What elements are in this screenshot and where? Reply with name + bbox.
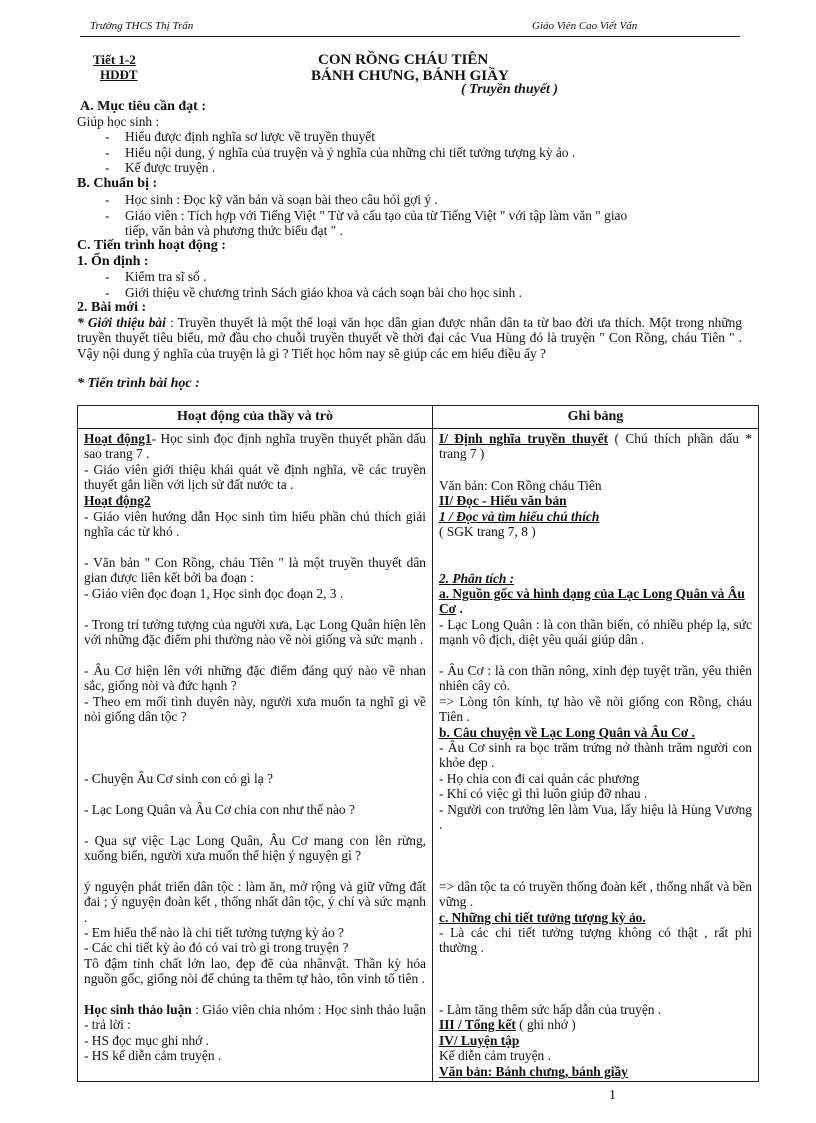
left-line: - Trong trí tưởng tượng của người xưa, Lạc Long Quân hiện lên với những đặc điểm phi thường nào về nòi giống và sức mạnh . [84, 617, 426, 648]
bullet-dash: - [105, 129, 110, 144]
right-heading: IV/ Luyện tập [439, 1033, 520, 1048]
header-school: Trường THCS Thị Trấn [90, 20, 194, 32]
page-number: 1 [609, 1088, 616, 1103]
section-c-sub1-item: Giới thiệu về chương trình Sách giáo khoa và cách soạn bài cho học sinh . [125, 285, 522, 300]
right-heading: Văn bản: Bánh chưng, bánh giầy [439, 1064, 628, 1079]
title-line-2: BÁNH CHƯNG, BÁNH GIẦY [311, 68, 509, 84]
right-heading: 2. Phân tích : [439, 571, 515, 586]
lesson-code: HDĐT [100, 67, 138, 82]
right-line: - Là các chi tiết tưởng tượng không có thật , rất phi thường . [439, 925, 752, 956]
definition-heading: I/ Định nghĩa truyền thuyết [439, 431, 609, 446]
activity2-label: Hoạt động2 [84, 493, 151, 508]
left-line: - Âu Cơ hiện lên với những đặc điểm đáng quý nào về nhan sắc, giống nòi và đức hạnh ? [84, 663, 426, 694]
discussion-label: Học sinh thảo luận [84, 1002, 192, 1017]
header-divider [80, 36, 740, 37]
definition-note: ( Chú thích phần dấu * trang 7 ) [439, 431, 753, 462]
title-genre: ( Truyền thuyết ) [461, 82, 559, 97]
left-line: - Theo em mối tình duyên này, người xưa muốn ta nghĩ gì về nòi giống dân tộc ? [84, 694, 426, 725]
col-teacher-student-header: Hoạt động của thầy và trò [78, 406, 433, 429]
right-line: - Âu Cơ : là con thần nông, xinh đẹp tuyệt trần, yêu thiên nhiên cây cỏ. [439, 663, 752, 694]
section-b-item: Học sinh : Đọc kỹ văn bản và soạn bài theo câu hỏi gợi ý . [125, 192, 438, 207]
section-b-item-cont: tiếp, văn bản và phương thức biểu đạt " . [125, 223, 343, 238]
section-a-item: Hiểu nội dung, ý nghĩa của truyện và ý nghĩa của những chi tiết tưởng tượng kỳ ảo . [125, 145, 576, 160]
bullet-dash: - [105, 208, 110, 223]
right-line: ( SGK trang 7, 8 ) [439, 524, 536, 539]
discussion-text: : Giáo viên chia nhóm : Học sinh thảo luận - trả lời : [84, 1002, 426, 1033]
left-act1 [84, 431, 426, 462]
right-heading: II/ Đọc - Hiểu văn bản [439, 493, 567, 508]
left-line: - Giáo viên đọc đoạn 1, Học sinh đọc đoạn 2, 3 . [84, 586, 344, 601]
left-line: - HS đọc mục ghi nhớ . [84, 1033, 209, 1048]
section-c-heading: C. Tiến trình hoạt động : [77, 238, 226, 253]
section-c-sub1-item: Kiểm tra sĩ số . [125, 269, 207, 284]
left-line: Tô đậm tính chất lớn lao, đẹp đẽ của nhânvật. Thần kỳ hóa nguồn gốc, giống nòi để chúng ta thêm tự hào, tôn vinh tổ tiên . [84, 956, 426, 987]
left-line: - Lạc Long Quân và Âu Cơ chia con như thế nào ? [84, 802, 355, 817]
right-line: Kể diễn cảm truyện . [439, 1048, 551, 1063]
intro-text: : Truyền thuyết là một thể loại văn học dân gian được nhân dân ta từ bao đời ưa thích. Một trong những truyền thuyết tiêu biểu, mở đầu cho chuỗi truyền thuyết về thời đại các Vua Hùng đó là truyện " Con Rồng, cháu Tiên " . Vậy nội dung ý nghĩa của truyện là gì ? Tiết học hôm nay sẽ giúp các em hiểu điều ấy ? [77, 315, 742, 361]
left-line: - HS kể diễn cảm truyện . [84, 1048, 222, 1063]
section-c-sub2: 2. Bài mới : [77, 300, 147, 315]
left-line: - Em hiểu thế nào là chi tiết tưởng tượng kỳ ảo ? [84, 925, 344, 940]
left-line: - Chuyện Âu Cơ sinh con có gì lạ ? [84, 771, 273, 786]
bullet-dash: - [105, 192, 110, 207]
process-label: * Tiến trình bài học : [77, 376, 200, 391]
section-a-heading: A. Mục tiêu cần đạt : [80, 99, 206, 114]
bullet-dash: - [105, 285, 110, 300]
right-line: => dân tộc ta có truyền thống đoàn kết , thống nhất và bền vững . [439, 879, 752, 910]
bullet-dash: - [105, 145, 110, 160]
section-a-item: Kể được truyện . [125, 160, 216, 175]
teacher-student-cell [78, 429, 433, 1082]
lesson-table [77, 405, 759, 1082]
section-a-intro: Giúp học sinh : [77, 114, 160, 129]
left-line: - Các chi tiết kỳ ảo đó có vai trò gì trong truyện ? [84, 940, 349, 955]
right-heading: c. Những chi tiết tưởng tượng kỳ ảo. [439, 910, 646, 925]
left-line: - Qua sự việc Lạc Long Quân, Âu Cơ mang con lên rừng, xuống biển, người xưa muốn thể hiện ý nguyện gì ? [84, 833, 426, 864]
lesson-period: Tiết 1-2 [93, 52, 136, 67]
board-notes-cell [433, 429, 759, 1082]
activity1-text: - Học sinh đọc định nghĩa truyền thuyết phần dấu sao trang 7 . [84, 431, 427, 462]
bullet-dash: - [105, 160, 110, 175]
right-line: - Âu Cơ sinh ra bọc trăm trứng nở thành trăm người con khỏe đẹp . [439, 740, 752, 771]
activity1-label: Hoạt động1 [84, 431, 152, 446]
title-line-1: CON RỒNG CHÁU TIÊN [318, 52, 489, 68]
right-line: - Khi có việc gì thì luôn giúp đỡ nhau . [439, 786, 648, 801]
right-r1 [439, 431, 752, 462]
right-heading: b. Câu chuyện về Lạc Long Quân và Âu Cơ . [439, 725, 695, 740]
intro-paragraph [77, 315, 742, 361]
right-line: Văn bản: Con Rồng cháu Tiên [439, 478, 602, 493]
right-line: - Lạc Long Quân : là con thần biển, có nhiều phép lạ, sức mạnh vô địch, diệt yêu quái giúp dân . [439, 617, 752, 648]
summary-heading: III / Tổng kết [439, 1017, 516, 1032]
header-teacher: Giáo Viên Cao Viết Vấn [532, 20, 638, 32]
left-line: ý nguyện phát triển dân tộc : làm ăn, mở rộng và giữ vững đất đai ; ý nguyện đoàn kết , thống nhất dân tộc, ý chí và sức mạnh . [84, 879, 426, 925]
right-line: - Làm tăng thêm sức hấp dẫn của truyện . [439, 1002, 662, 1017]
intro-label: * Giới thiệu bài [77, 315, 166, 330]
section-b-item: Giáo viên : Tích hợp với Tiếng Việt " Từ và cấu tạo của từ Tiếng Việt " với tập làm văn " giao [125, 208, 628, 223]
left-line: - Giáo viên giới thiệu khái quát về định nghĩa, về các truyền thuyết gắn liền với lịch sử đất nước ta . [84, 462, 426, 493]
right-heading: 1 / Đọc và tìm hiểu chú thích [439, 509, 600, 524]
section-a-item: Hiểu được định nghĩa sơ lược về truyền thuyết [125, 129, 375, 144]
right-line: - Người con trưởng lên làm Vua, lấy hiệu là Hùng Vương . [439, 802, 752, 833]
table-header-row [78, 406, 759, 429]
summary-note: ( ghi nhớ ) [519, 1017, 576, 1032]
left-discussion [84, 1002, 426, 1033]
origin-heading-tail: . [459, 601, 463, 617]
left-line: - Văn bản " Con Rồng, cháu Tiên " là một truyền thuyết dân gian được liên kết bởi ba đoạn : [84, 555, 426, 586]
right-line: - Họ chia con đi cai quản các phương [439, 771, 640, 786]
col-board-notes-header: Ghi bảng [433, 406, 759, 429]
left-line: - Giáo viên hướng dẫn Học sinh tìm hiểu phần chú thích giải nghĩa các từ khó . [84, 509, 426, 540]
table-body-row [78, 429, 759, 1082]
origin-heading: a. Nguồn gốc và hình dạng của Lạc Long Quân và Âu Cơ [439, 586, 745, 617]
right-r7 [439, 586, 752, 617]
bullet-dash: - [105, 269, 110, 284]
section-c-sub1: 1. Ổn định : [77, 254, 149, 269]
section-b-heading: B. Chuẩn bị : [77, 176, 158, 191]
right-line: => Lòng tôn kính, tự hào về nòi giống con Rồng, cháu Tiên . [439, 694, 752, 725]
right-r20 [439, 1017, 752, 1032]
